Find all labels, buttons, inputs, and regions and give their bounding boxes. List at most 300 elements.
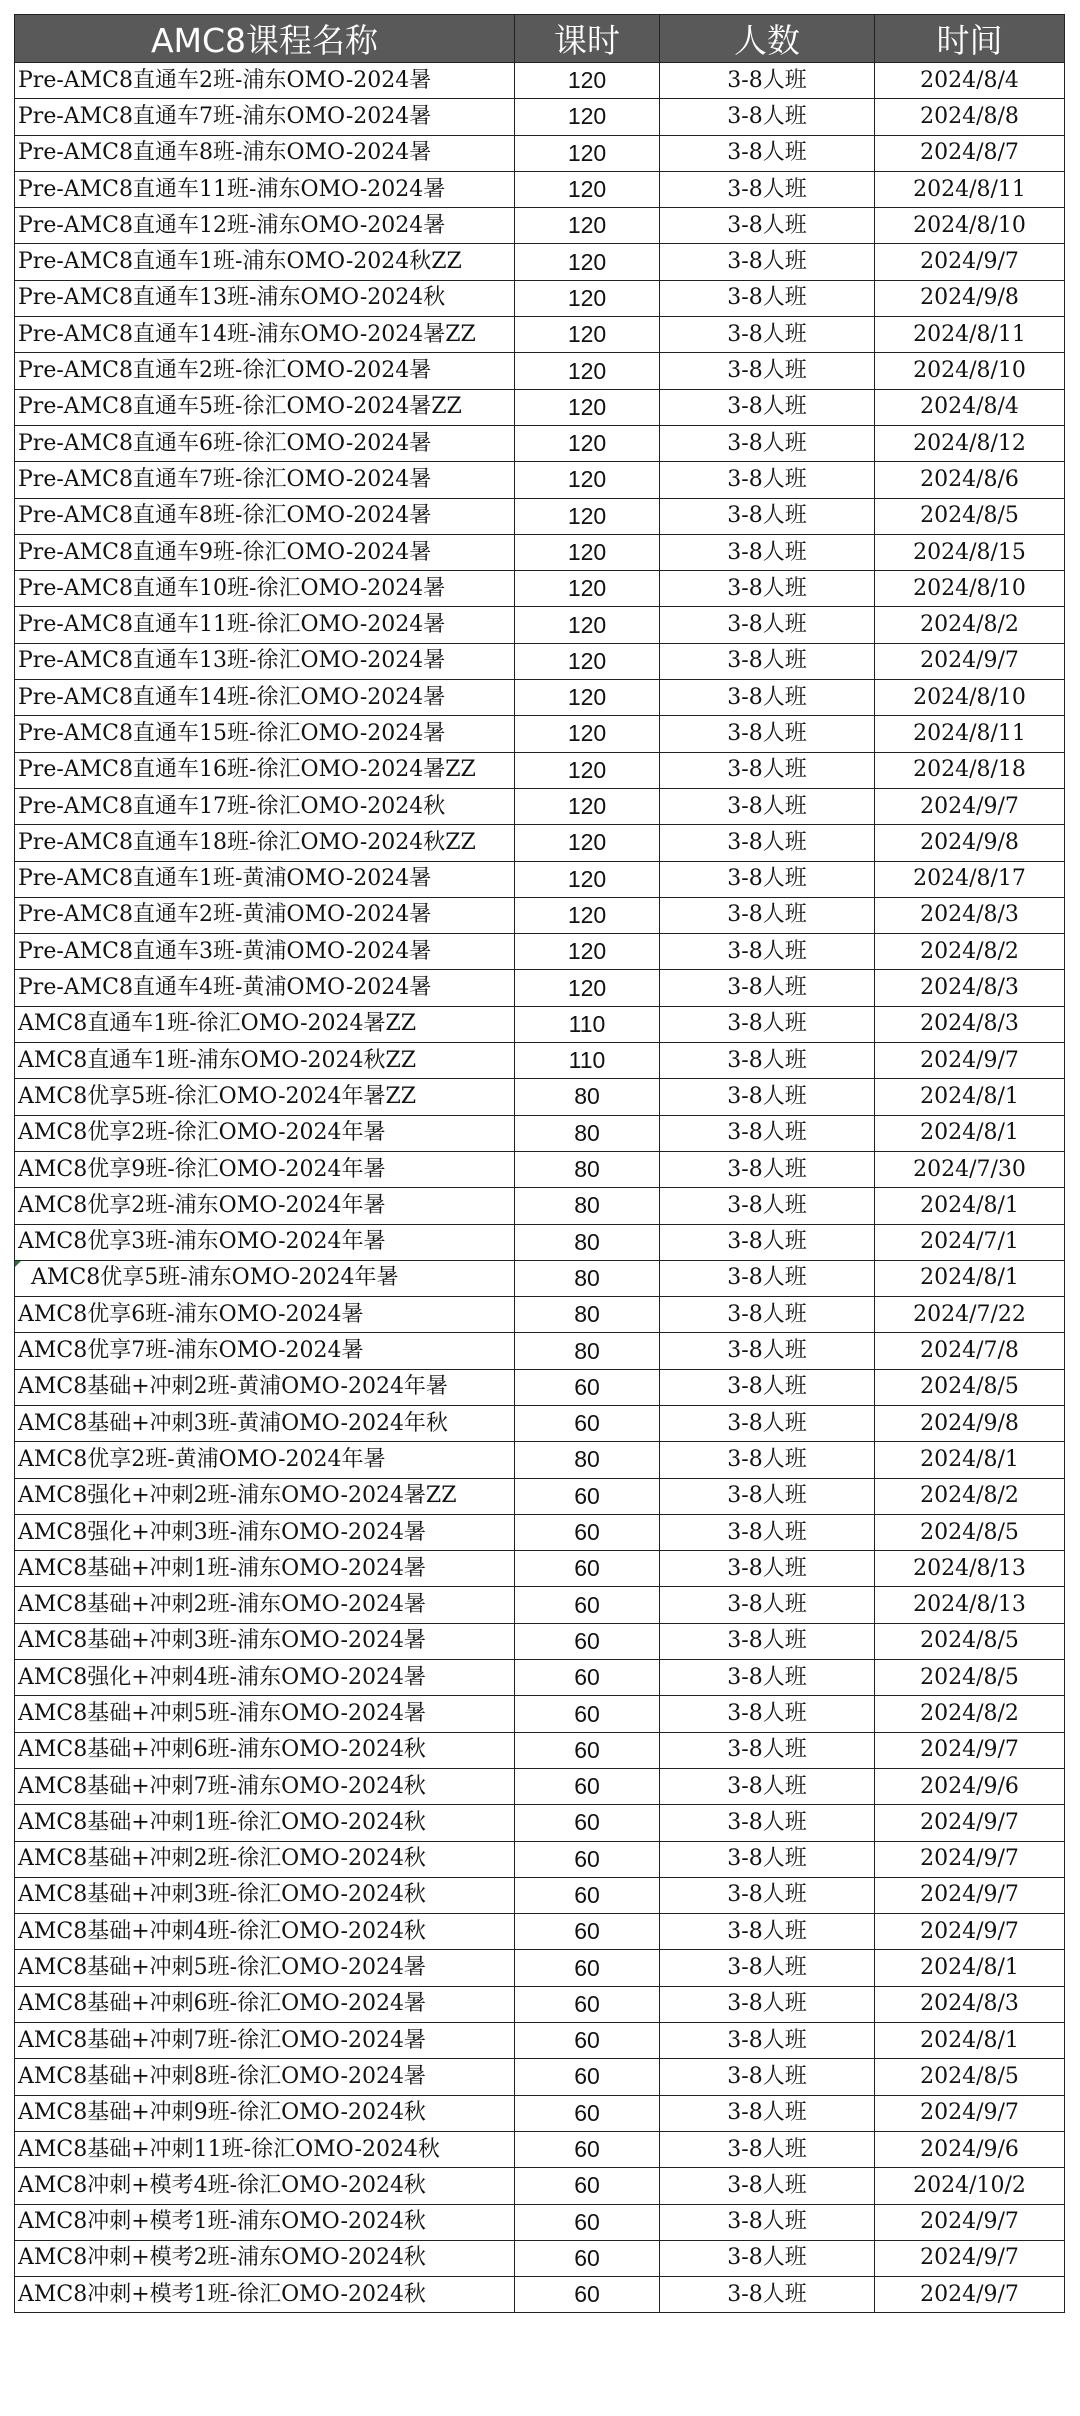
date-cell[interactable]: 2024/8/1	[875, 1188, 1065, 1224]
hours-cell[interactable]: 60	[515, 1587, 660, 1623]
course-name-cell[interactable]: Pre-AMC8直通车12班-浦东OMO-2024暑	[15, 208, 515, 244]
hours-cell[interactable]: 60	[515, 1805, 660, 1841]
class-size-cell[interactable]: 3-8人班	[660, 970, 875, 1006]
course-name-cell[interactable]: AMC8优享3班-浦东OMO-2024年暑	[15, 1224, 515, 1260]
class-size-cell[interactable]: 3-8人班	[660, 1551, 875, 1587]
date-cell[interactable]: 2024/10/2	[875, 2168, 1065, 2204]
class-size-cell[interactable]: 3-8人班	[660, 498, 875, 534]
table-row	[15, 1732, 1065, 1768]
class-size-cell[interactable]: 3-8人班	[660, 1732, 875, 1768]
class-size-cell[interactable]: 3-8人班	[660, 1405, 875, 1441]
date-cell[interactable]: 2024/8/3	[875, 1986, 1065, 2022]
class-size-cell[interactable]: 3-8人班	[660, 571, 875, 607]
class-size-cell[interactable]: 3-8人班	[660, 208, 875, 244]
class-size-cell[interactable]: 3-8人班	[660, 1442, 875, 1478]
course-name-cell[interactable]: Pre-AMC8直通车2班-徐汇OMO-2024暑	[15, 353, 515, 389]
hours-cell[interactable]: 120	[515, 934, 660, 970]
date-cell[interactable]: 2024/8/4	[875, 389, 1065, 425]
course-name-cell[interactable]: Pre-AMC8直通车11班-徐汇OMO-2024暑	[15, 607, 515, 643]
course-name-cell[interactable]: Pre-AMC8直通车7班-徐汇OMO-2024暑	[15, 462, 515, 498]
date-cell[interactable]: 2024/8/1	[875, 1950, 1065, 1986]
cell-note-marker	[15, 1261, 21, 1267]
date-cell[interactable]: 2024/8/6	[875, 462, 1065, 498]
date-cell[interactable]: 2024/8/13	[875, 1551, 1065, 1587]
hours-cell[interactable]: 120	[515, 897, 660, 933]
hours-cell[interactable]: 80	[515, 1333, 660, 1369]
table-row	[15, 897, 1065, 933]
course-name-cell[interactable]: Pre-AMC8直通车15班-徐汇OMO-2024暑	[15, 716, 515, 752]
hours-cell[interactable]: 60	[515, 2168, 660, 2204]
class-size-cell[interactable]: 3-8人班	[660, 317, 875, 353]
course-name-cell[interactable]: Pre-AMC8直通车8班-浦东OMO-2024暑	[15, 135, 515, 171]
table-row	[15, 280, 1065, 316]
date-cell[interactable]: 2024/8/10	[875, 208, 1065, 244]
date-cell[interactable]: 2024/8/2	[875, 607, 1065, 643]
course-name-cell[interactable]: AMC8基础+冲刺3班-徐汇OMO-2024秋	[15, 1877, 515, 1913]
date-cell[interactable]: 2024/8/4	[875, 63, 1065, 99]
date-cell[interactable]: 2024/8/2	[875, 1696, 1065, 1732]
course-name-cell[interactable]: AMC8优享5班-浦东OMO-2024年暑	[15, 1260, 515, 1296]
class-size-cell[interactable]: 3-8人班	[660, 2277, 875, 2313]
hours-cell[interactable]: 120	[515, 63, 660, 99]
hours-cell[interactable]: 60	[515, 1478, 660, 1514]
course-name-cell[interactable]: Pre-AMC8直通车8班-徐汇OMO-2024暑	[15, 498, 515, 534]
course-name-cell[interactable]: Pre-AMC8直通车14班-徐汇OMO-2024暑	[15, 680, 515, 716]
hours-cell[interactable]: 60	[515, 1551, 660, 1587]
table-row	[15, 1405, 1065, 1441]
hours-cell[interactable]: 110	[515, 1006, 660, 1042]
date-cell[interactable]: 2024/8/5	[875, 1369, 1065, 1405]
hours-cell[interactable]: 60	[515, 2204, 660, 2240]
date-cell[interactable]: 2024/9/6	[875, 2131, 1065, 2167]
class-size-cell[interactable]: 3-8人班	[660, 2168, 875, 2204]
table-row	[15, 1079, 1065, 1115]
class-size-cell[interactable]: 3-8人班	[660, 1333, 875, 1369]
table-row	[15, 1551, 1065, 1587]
class-size-cell[interactable]: 3-8人班	[660, 1151, 875, 1187]
class-size-cell[interactable]: 3-8人班	[660, 2023, 875, 2059]
date-cell[interactable]: 2024/8/11	[875, 317, 1065, 353]
course-name-cell[interactable]: AMC8冲刺+模考4班-徐汇OMO-2024秋	[15, 2168, 515, 2204]
hours-cell[interactable]: 60	[515, 1696, 660, 1732]
class-size-cell[interactable]: 3-8人班	[660, 63, 875, 99]
course-name-cell[interactable]: AMC8冲刺+模考2班-浦东OMO-2024秋	[15, 2240, 515, 2276]
class-size-cell[interactable]: 3-8人班	[660, 389, 875, 425]
hours-cell[interactable]: 60	[515, 1405, 660, 1441]
table-row	[15, 2240, 1065, 2276]
hours-cell[interactable]: 60	[515, 2277, 660, 2313]
date-cell[interactable]: 2024/9/7	[875, 1877, 1065, 1913]
class-size-cell[interactable]: 3-8人班	[660, 825, 875, 861]
class-size-cell[interactable]: 3-8人班	[660, 1623, 875, 1659]
class-size-cell[interactable]: 3-8人班	[660, 1188, 875, 1224]
hours-cell[interactable]: 60	[515, 2131, 660, 2167]
hours-cell[interactable]: 120	[515, 171, 660, 207]
hours-cell[interactable]: 120	[515, 680, 660, 716]
table-row	[15, 1986, 1065, 2022]
course-name-cell[interactable]: Pre-AMC8直通车13班-徐汇OMO-2024暑	[15, 643, 515, 679]
course-name-cell[interactable]: Pre-AMC8直通车13班-浦东OMO-2024秋	[15, 280, 515, 316]
course-name-cell[interactable]: AMC8强化+冲刺4班-浦东OMO-2024暑	[15, 1660, 515, 1696]
hours-cell[interactable]: 60	[515, 1877, 660, 1913]
hours-cell[interactable]: 120	[515, 970, 660, 1006]
date-cell[interactable]: 2024/7/8	[875, 1333, 1065, 1369]
course-name-cell[interactable]: AMC8基础+冲刺5班-浦东OMO-2024暑	[15, 1696, 515, 1732]
table-row	[15, 2277, 1065, 2313]
course-name-cell[interactable]: Pre-AMC8直通车4班-黄浦OMO-2024暑	[15, 970, 515, 1006]
date-cell[interactable]: 2024/9/7	[875, 1914, 1065, 1950]
course-name-cell[interactable]: AMC8基础+冲刺2班-黄浦OMO-2024年暑	[15, 1369, 515, 1405]
class-size-cell[interactable]: 3-8人班	[660, 353, 875, 389]
table-row	[15, 1623, 1065, 1659]
class-size-cell[interactable]: 3-8人班	[660, 1079, 875, 1115]
class-size-cell[interactable]: 3-8人班	[660, 1478, 875, 1514]
hours-cell[interactable]: 60	[515, 2240, 660, 2276]
date-cell[interactable]: 2024/9/8	[875, 1405, 1065, 1441]
course-name-cell[interactable]: AMC8优享2班-浦东OMO-2024年暑	[15, 1188, 515, 1224]
class-size-cell[interactable]: 3-8人班	[660, 1514, 875, 1550]
table-row	[15, 752, 1065, 788]
course-name-cell[interactable]: AMC8冲刺+模考1班-徐汇OMO-2024秋	[15, 2277, 515, 2313]
date-cell[interactable]: 2024/8/5	[875, 1660, 1065, 1696]
date-cell[interactable]: 2024/9/7	[875, 1841, 1065, 1877]
hours-cell[interactable]: 120	[515, 280, 660, 316]
table-row	[15, 1696, 1065, 1732]
date-cell[interactable]: 2024/8/8	[875, 99, 1065, 135]
hours-cell[interactable]: 60	[515, 1623, 660, 1659]
table-row	[15, 680, 1065, 716]
course-name-cell[interactable]: Pre-AMC8直通车9班-徐汇OMO-2024暑	[15, 534, 515, 570]
class-size-cell[interactable]: 3-8人班	[660, 2131, 875, 2167]
class-size-cell[interactable]: 3-8人班	[660, 1587, 875, 1623]
hours-cell[interactable]: 60	[515, 2059, 660, 2095]
date-cell[interactable]: 2024/8/12	[875, 425, 1065, 461]
course-name-cell[interactable]: AMC8基础+冲刺7班-徐汇OMO-2024暑	[15, 2023, 515, 2059]
course-name-cell[interactable]: AMC8基础+冲刺6班-徐汇OMO-2024暑	[15, 1986, 515, 2022]
table-row	[15, 1442, 1065, 1478]
hours-cell[interactable]: 120	[515, 244, 660, 280]
header-class-size[interactable]: 人数	[660, 15, 875, 63]
course-name-cell[interactable]: AMC8基础+冲刺3班-黄浦OMO-2024年秋	[15, 1405, 515, 1441]
hours-cell[interactable]: 120	[515, 607, 660, 643]
date-cell[interactable]: 2024/9/7	[875, 788, 1065, 824]
table-row	[15, 1587, 1065, 1623]
table-row	[15, 1478, 1065, 1514]
table-row	[15, 353, 1065, 389]
class-size-cell[interactable]: 3-8人班	[660, 1696, 875, 1732]
hours-cell[interactable]: 120	[515, 498, 660, 534]
course-name-cell[interactable]: AMC8基础+冲刺1班-徐汇OMO-2024秋	[15, 1805, 515, 1841]
class-size-cell[interactable]: 3-8人班	[660, 1660, 875, 1696]
course-name-cell[interactable]: Pre-AMC8直通车3班-黄浦OMO-2024暑	[15, 934, 515, 970]
course-name-cell[interactable]: Pre-AMC8直通车1班-浦东OMO-2024秋ZZ	[15, 244, 515, 280]
course-name-cell[interactable]: AMC8基础+冲刺11班-徐汇OMO-2024秋	[15, 2131, 515, 2167]
hours-cell[interactable]: 120	[515, 861, 660, 897]
hours-cell[interactable]: 60	[515, 1369, 660, 1405]
class-size-cell[interactable]: 3-8人班	[660, 99, 875, 135]
table-row	[15, 2204, 1065, 2240]
date-cell[interactable]: 2024/8/1	[875, 1079, 1065, 1115]
table-row	[15, 1841, 1065, 1877]
class-size-cell[interactable]: 3-8人班	[660, 934, 875, 970]
class-size-cell[interactable]: 3-8人班	[660, 2095, 875, 2131]
table-row	[15, 2131, 1065, 2167]
table-row	[15, 171, 1065, 207]
date-cell[interactable]: 2024/8/3	[875, 970, 1065, 1006]
class-size-cell[interactable]: 3-8人班	[660, 171, 875, 207]
hours-cell[interactable]: 120	[515, 99, 660, 135]
table-row	[15, 1333, 1065, 1369]
course-name-cell[interactable]: Pre-AMC8直通车2班-黄浦OMO-2024暑	[15, 897, 515, 933]
hours-cell[interactable]: 120	[515, 425, 660, 461]
class-size-cell[interactable]: 3-8人班	[660, 1043, 875, 1079]
hours-cell[interactable]: 60	[515, 2023, 660, 2059]
hours-cell[interactable]: 60	[515, 1986, 660, 2022]
class-size-cell[interactable]: 3-8人班	[660, 2059, 875, 2095]
table-row	[15, 99, 1065, 135]
course-name-cell[interactable]: AMC8基础+冲刺2班-浦东OMO-2024暑	[15, 1587, 515, 1623]
table-row	[15, 1260, 1065, 1296]
class-size-cell[interactable]: 3-8人班	[660, 1877, 875, 1913]
course-table	[14, 14, 1065, 2313]
date-cell[interactable]: 2024/8/10	[875, 571, 1065, 607]
table-row	[15, 1877, 1065, 1913]
class-size-cell[interactable]: 3-8人班	[660, 1768, 875, 1804]
date-cell[interactable]: 2024/8/10	[875, 353, 1065, 389]
course-name-cell[interactable]: AMC8基础+冲刺4班-徐汇OMO-2024秋	[15, 1914, 515, 1950]
course-name-cell[interactable]: AMC8直通车1班-浦东OMO-2024秋ZZ	[15, 1043, 515, 1079]
course-name-cell[interactable]: AMC8基础+冲刺8班-徐汇OMO-2024暑	[15, 2059, 515, 2095]
class-size-cell[interactable]: 3-8人班	[660, 2240, 875, 2276]
date-cell[interactable]: 2024/8/2	[875, 1478, 1065, 1514]
date-cell[interactable]: 2024/9/7	[875, 244, 1065, 280]
hours-cell[interactable]: 60	[515, 1660, 660, 1696]
course-name-cell[interactable]: AMC8冲刺+模考1班-浦东OMO-2024秋	[15, 2204, 515, 2240]
table-row	[15, 716, 1065, 752]
course-name-cell[interactable]: Pre-AMC8直通车10班-徐汇OMO-2024暑	[15, 571, 515, 607]
hours-cell[interactable]: 120	[515, 389, 660, 425]
table-row	[15, 1224, 1065, 1260]
table-row	[15, 425, 1065, 461]
hours-cell[interactable]: 60	[515, 1841, 660, 1877]
class-size-cell[interactable]: 3-8人班	[660, 716, 875, 752]
hours-cell[interactable]: 120	[515, 534, 660, 570]
date-cell[interactable]: 2024/9/7	[875, 1805, 1065, 1841]
date-cell[interactable]: 2024/9/7	[875, 1043, 1065, 1079]
hours-cell[interactable]: 120	[515, 643, 660, 679]
hours-cell[interactable]: 60	[515, 1732, 660, 1768]
class-size-cell[interactable]: 3-8人班	[660, 2204, 875, 2240]
date-cell[interactable]: 2024/9/7	[875, 2240, 1065, 2276]
hours-cell[interactable]: 110	[515, 1043, 660, 1079]
date-cell[interactable]: 2024/8/15	[875, 534, 1065, 570]
table-row	[15, 389, 1065, 425]
class-size-cell[interactable]: 3-8人班	[660, 752, 875, 788]
course-name-cell[interactable]: AMC8基础+冲刺2班-徐汇OMO-2024秋	[15, 1841, 515, 1877]
class-size-cell[interactable]: 3-8人班	[660, 897, 875, 933]
hours-cell[interactable]: 80	[515, 1115, 660, 1151]
hours-cell[interactable]: 80	[515, 1224, 660, 1260]
course-name-cell[interactable]: Pre-AMC8直通车18班-徐汇OMO-2024秋ZZ	[15, 825, 515, 861]
class-size-cell[interactable]: 3-8人班	[660, 1224, 875, 1260]
table-row	[15, 1768, 1065, 1804]
date-cell[interactable]: 2024/9/6	[875, 1768, 1065, 1804]
table-row	[15, 244, 1065, 280]
date-cell[interactable]: 2024/8/3	[875, 897, 1065, 933]
date-cell[interactable]: 2024/8/1	[875, 1442, 1065, 1478]
hours-cell[interactable]: 80	[515, 1442, 660, 1478]
header-course-name[interactable]: AMC8课程名称	[15, 15, 515, 63]
date-cell[interactable]: 2024/7/1	[875, 1224, 1065, 1260]
course-name-cell[interactable]: AMC8优享6班-浦东OMO-2024暑	[15, 1297, 515, 1333]
table-row	[15, 571, 1065, 607]
hours-cell[interactable]: 120	[515, 353, 660, 389]
hours-cell[interactable]: 120	[515, 752, 660, 788]
class-size-cell[interactable]: 3-8人班	[660, 135, 875, 171]
date-cell[interactable]: 2024/8/1	[875, 1115, 1065, 1151]
class-size-cell[interactable]: 3-8人班	[660, 425, 875, 461]
hours-cell[interactable]: 120	[515, 825, 660, 861]
date-cell[interactable]: 2024/8/7	[875, 135, 1065, 171]
date-cell[interactable]: 2024/8/5	[875, 1514, 1065, 1550]
hours-cell[interactable]: 60	[515, 1914, 660, 1950]
course-name-cell[interactable]: Pre-AMC8直通车1班-黄浦OMO-2024暑	[15, 861, 515, 897]
course-name-cell[interactable]: AMC8优享9班-徐汇OMO-2024年暑	[15, 1151, 515, 1187]
table-row	[15, 1660, 1065, 1696]
date-cell[interactable]: 2024/8/1	[875, 1260, 1065, 1296]
course-name-cell[interactable]: Pre-AMC8直通车7班-浦东OMO-2024暑	[15, 99, 515, 135]
table-row	[15, 1115, 1065, 1151]
course-name-cell[interactable]: AMC8基础+冲刺5班-徐汇OMO-2024暑	[15, 1950, 515, 1986]
hours-cell[interactable]: 120	[515, 462, 660, 498]
class-size-cell[interactable]: 3-8人班	[660, 244, 875, 280]
course-name-cell[interactable]: Pre-AMC8直通车6班-徐汇OMO-2024暑	[15, 425, 515, 461]
date-cell[interactable]: 2024/8/5	[875, 2059, 1065, 2095]
course-name-cell[interactable]: Pre-AMC8直通车2班-浦东OMO-2024暑	[15, 63, 515, 99]
course-name-cell[interactable]: Pre-AMC8直通车11班-浦东OMO-2024暑	[15, 171, 515, 207]
date-cell[interactable]: 2024/8/5	[875, 498, 1065, 534]
course-name-cell[interactable]: AMC8基础+冲刺7班-浦东OMO-2024秋	[15, 1768, 515, 1804]
table-row	[15, 1006, 1065, 1042]
date-cell[interactable]: 2024/8/2	[875, 934, 1065, 970]
course-name-cell[interactable]: AMC8优享7班-浦东OMO-2024暑	[15, 1333, 515, 1369]
date-cell[interactable]: 2024/8/11	[875, 716, 1065, 752]
hours-cell[interactable]: 80	[515, 1151, 660, 1187]
hours-cell[interactable]: 60	[515, 1950, 660, 1986]
hours-cell[interactable]: 120	[515, 788, 660, 824]
date-cell[interactable]: 2024/7/22	[875, 1297, 1065, 1333]
class-size-cell[interactable]: 3-8人班	[660, 280, 875, 316]
class-size-cell[interactable]: 3-8人班	[660, 534, 875, 570]
course-name-cell[interactable]: AMC8直通车1班-徐汇OMO-2024暑ZZ	[15, 1006, 515, 1042]
table-row	[15, 2059, 1065, 2095]
hours-cell[interactable]: 120	[515, 317, 660, 353]
course-name-cell[interactable]: AMC8强化+冲刺2班-浦东OMO-2024暑ZZ	[15, 1478, 515, 1514]
course-name-cell[interactable]: Pre-AMC8直通车17班-徐汇OMO-2024秋	[15, 788, 515, 824]
table-row	[15, 1914, 1065, 1950]
table-row	[15, 643, 1065, 679]
course-name-cell[interactable]: Pre-AMC8直通车5班-徐汇OMO-2024暑ZZ	[15, 389, 515, 425]
hours-cell[interactable]: 60	[515, 1514, 660, 1550]
table-row	[15, 607, 1065, 643]
hours-cell[interactable]: 120	[515, 208, 660, 244]
hours-cell[interactable]: 120	[515, 135, 660, 171]
course-name-cell[interactable]: AMC8优享5班-徐汇OMO-2024年暑ZZ	[15, 1079, 515, 1115]
date-cell[interactable]: 2024/8/10	[875, 680, 1065, 716]
table-row	[15, 788, 1065, 824]
header-date[interactable]: 时间	[875, 15, 1065, 63]
date-cell[interactable]: 2024/8/11	[875, 171, 1065, 207]
class-size-cell[interactable]: 3-8人班	[660, 462, 875, 498]
header-hours[interactable]: 课时	[515, 15, 660, 63]
hours-cell[interactable]: 60	[515, 1768, 660, 1804]
hours-cell[interactable]: 80	[515, 1297, 660, 1333]
hours-cell[interactable]: 120	[515, 571, 660, 607]
date-cell[interactable]: 2024/8/13	[875, 1587, 1065, 1623]
date-cell[interactable]: 2024/8/3	[875, 1006, 1065, 1042]
class-size-cell[interactable]: 3-8人班	[660, 607, 875, 643]
class-size-cell[interactable]: 3-8人班	[660, 861, 875, 897]
class-size-cell[interactable]: 3-8人班	[660, 643, 875, 679]
course-name-cell[interactable]: AMC8基础+冲刺6班-浦东OMO-2024秋	[15, 1732, 515, 1768]
hours-cell[interactable]: 60	[515, 2095, 660, 2131]
class-size-cell[interactable]: 3-8人班	[660, 1841, 875, 1877]
course-name-cell[interactable]: Pre-AMC8直通车16班-徐汇OMO-2024暑ZZ	[15, 752, 515, 788]
class-size-cell[interactable]: 3-8人班	[660, 1986, 875, 2022]
hours-cell[interactable]: 80	[515, 1188, 660, 1224]
date-cell[interactable]: 2024/9/7	[875, 1732, 1065, 1768]
table-row	[15, 1369, 1065, 1405]
course-name-cell[interactable]: AMC8基础+冲刺3班-浦东OMO-2024暑	[15, 1623, 515, 1659]
class-size-cell[interactable]: 3-8人班	[660, 1914, 875, 1950]
hours-cell[interactable]: 120	[515, 716, 660, 752]
date-cell[interactable]: 2024/8/17	[875, 861, 1065, 897]
class-size-cell[interactable]: 3-8人班	[660, 1260, 875, 1296]
date-cell[interactable]: 2024/9/7	[875, 2277, 1065, 2313]
class-size-cell[interactable]: 3-8人班	[660, 1950, 875, 1986]
date-cell[interactable]: 2024/8/5	[875, 1623, 1065, 1659]
class-size-cell[interactable]: 3-8人班	[660, 1297, 875, 1333]
course-name-cell[interactable]: AMC8基础+冲刺9班-徐汇OMO-2024秋	[15, 2095, 515, 2131]
hours-cell[interactable]: 80	[515, 1260, 660, 1296]
date-cell[interactable]: 2024/9/7	[875, 2204, 1065, 2240]
class-size-cell[interactable]: 3-8人班	[660, 1369, 875, 1405]
date-cell[interactable]: 2024/9/7	[875, 2095, 1065, 2131]
table-row	[15, 2095, 1065, 2131]
date-cell[interactable]: 2024/7/30	[875, 1151, 1065, 1187]
table-row	[15, 462, 1065, 498]
date-cell[interactable]: 2024/9/8	[875, 280, 1065, 316]
class-size-cell[interactable]: 3-8人班	[660, 788, 875, 824]
class-size-cell[interactable]: 3-8人班	[660, 1115, 875, 1151]
date-cell[interactable]: 2024/9/7	[875, 643, 1065, 679]
course-name-cell[interactable]: Pre-AMC8直通车14班-浦东OMO-2024暑ZZ	[15, 317, 515, 353]
class-size-cell[interactable]: 3-8人班	[660, 1805, 875, 1841]
date-cell[interactable]: 2024/9/8	[875, 825, 1065, 861]
course-name-cell[interactable]: AMC8优享2班-徐汇OMO-2024年暑	[15, 1115, 515, 1151]
course-name-cell[interactable]: AMC8优享2班-黄浦OMO-2024年暑	[15, 1442, 515, 1478]
header-row	[15, 15, 1065, 63]
hours-cell[interactable]: 80	[515, 1079, 660, 1115]
class-size-cell[interactable]: 3-8人班	[660, 680, 875, 716]
course-name-cell[interactable]: AMC8强化+冲刺3班-浦东OMO-2024暑	[15, 1514, 515, 1550]
course-name-cell[interactable]: AMC8基础+冲刺1班-浦东OMO-2024暑	[15, 1551, 515, 1587]
date-cell[interactable]: 2024/8/18	[875, 752, 1065, 788]
table-row	[15, 63, 1065, 99]
class-size-cell[interactable]: 3-8人班	[660, 1006, 875, 1042]
date-cell[interactable]: 2024/8/1	[875, 2023, 1065, 2059]
table-row	[15, 534, 1065, 570]
